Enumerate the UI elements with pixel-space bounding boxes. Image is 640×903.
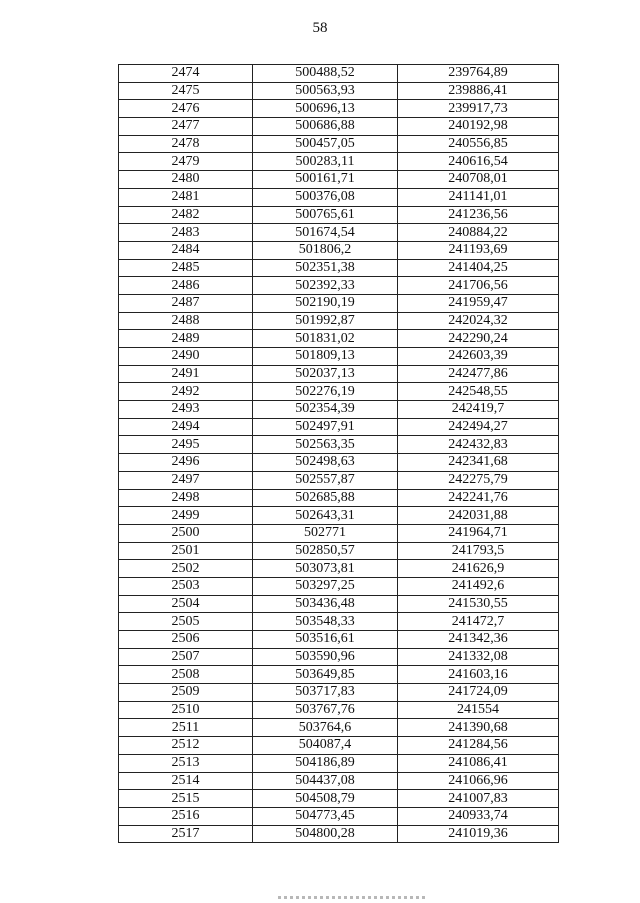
table-row — [119, 684, 559, 702]
table-row — [119, 135, 559, 153]
x-coordinate-cell: 502563,35 — [253, 436, 398, 454]
point-number-cell: 2496 — [119, 454, 253, 472]
x-coordinate-cell: 503767,76 — [253, 701, 398, 719]
table-row — [119, 330, 559, 348]
y-coordinate-cell: 241007,83 — [398, 790, 559, 808]
x-coordinate-cell: 503297,25 — [253, 577, 398, 595]
y-coordinate-cell: 239917,73 — [398, 100, 559, 118]
point-number-cell: 2493 — [119, 401, 253, 419]
point-number-cell: 2511 — [119, 719, 253, 737]
x-coordinate-cell: 503649,85 — [253, 666, 398, 684]
x-coordinate-cell: 504087,4 — [253, 737, 398, 755]
table-row — [119, 348, 559, 366]
table-row — [119, 294, 559, 312]
y-coordinate-cell: 241530,55 — [398, 595, 559, 613]
x-coordinate-cell: 500765,61 — [253, 206, 398, 224]
x-coordinate-cell: 500457,05 — [253, 135, 398, 153]
table-row — [119, 401, 559, 419]
x-coordinate-cell: 502190,19 — [253, 294, 398, 312]
x-coordinate-cell: 502557,87 — [253, 471, 398, 489]
table-row — [119, 666, 559, 684]
scan-artifact-mark — [278, 896, 426, 899]
point-number-cell: 2516 — [119, 807, 253, 825]
point-number-cell: 2502 — [119, 560, 253, 578]
x-coordinate-cell: 501809,13 — [253, 348, 398, 366]
table-row — [119, 595, 559, 613]
table-row — [119, 188, 559, 206]
table-row — [119, 754, 559, 772]
y-coordinate-cell: 242548,55 — [398, 383, 559, 401]
point-number-cell: 2494 — [119, 418, 253, 436]
y-coordinate-cell: 241141,01 — [398, 188, 559, 206]
x-coordinate-cell: 501806,2 — [253, 241, 398, 259]
y-coordinate-cell: 242241,76 — [398, 489, 559, 507]
y-coordinate-cell: 239764,89 — [398, 65, 559, 83]
x-coordinate-cell: 501674,54 — [253, 224, 398, 242]
point-number-cell: 2479 — [119, 153, 253, 171]
point-number-cell: 2506 — [119, 631, 253, 649]
x-coordinate-cell: 502643,31 — [253, 507, 398, 525]
y-coordinate-cell: 240192,98 — [398, 118, 559, 136]
point-number-cell: 2507 — [119, 648, 253, 666]
table-row — [119, 365, 559, 383]
point-number-cell: 2500 — [119, 524, 253, 542]
page-number: 58 — [312, 20, 328, 36]
table-row — [119, 790, 559, 808]
y-coordinate-cell: 241404,25 — [398, 259, 559, 277]
table-row — [119, 312, 559, 330]
point-number-cell: 2492 — [119, 383, 253, 401]
point-number-cell: 2480 — [119, 171, 253, 189]
point-number-cell: 2491 — [119, 365, 253, 383]
table-row — [119, 383, 559, 401]
x-coordinate-cell: 503717,83 — [253, 684, 398, 702]
table-row — [119, 471, 559, 489]
y-coordinate-cell: 241492,6 — [398, 577, 559, 595]
table-row — [119, 772, 559, 790]
point-number-cell: 2483 — [119, 224, 253, 242]
point-number-cell: 2501 — [119, 542, 253, 560]
point-number-cell: 2505 — [119, 613, 253, 631]
y-coordinate-cell: 241193,69 — [398, 241, 559, 259]
y-coordinate-cell: 242419,7 — [398, 401, 559, 419]
table-row — [119, 241, 559, 259]
x-coordinate-cell: 502771 — [253, 524, 398, 542]
point-number-cell: 2498 — [119, 489, 253, 507]
table-row — [119, 613, 559, 631]
point-number-cell: 2488 — [119, 312, 253, 330]
table-row — [119, 524, 559, 542]
table-row — [119, 560, 559, 578]
table-row — [119, 418, 559, 436]
x-coordinate-cell: 501992,87 — [253, 312, 398, 330]
point-number-cell: 2512 — [119, 737, 253, 755]
x-coordinate-cell: 504437,08 — [253, 772, 398, 790]
coordinates-table-body — [119, 65, 559, 843]
x-coordinate-cell: 500376,08 — [253, 188, 398, 206]
x-coordinate-cell: 501831,02 — [253, 330, 398, 348]
point-number-cell: 2510 — [119, 701, 253, 719]
table-row — [119, 206, 559, 224]
x-coordinate-cell: 502498,63 — [253, 454, 398, 472]
x-coordinate-cell: 504773,45 — [253, 807, 398, 825]
x-coordinate-cell: 503516,61 — [253, 631, 398, 649]
point-number-cell: 2503 — [119, 577, 253, 595]
point-number-cell: 2499 — [119, 507, 253, 525]
table-row — [119, 277, 559, 295]
x-coordinate-cell: 503073,81 — [253, 560, 398, 578]
table-row — [119, 701, 559, 719]
x-coordinate-cell: 502276,19 — [253, 383, 398, 401]
table-row — [119, 82, 559, 100]
x-coordinate-cell: 503764,6 — [253, 719, 398, 737]
y-coordinate-cell: 242494,27 — [398, 418, 559, 436]
table-row — [119, 719, 559, 737]
table-row — [119, 153, 559, 171]
x-coordinate-cell: 500686,88 — [253, 118, 398, 136]
point-number-cell: 2474 — [119, 65, 253, 83]
point-number-cell: 2508 — [119, 666, 253, 684]
x-coordinate-cell: 502685,88 — [253, 489, 398, 507]
x-coordinate-cell: 500488,52 — [253, 65, 398, 83]
x-coordinate-cell: 502037,13 — [253, 365, 398, 383]
point-number-cell: 2487 — [119, 294, 253, 312]
y-coordinate-cell: 242290,24 — [398, 330, 559, 348]
point-number-cell: 2486 — [119, 277, 253, 295]
x-coordinate-cell: 503436,48 — [253, 595, 398, 613]
x-coordinate-cell: 502850,57 — [253, 542, 398, 560]
table-row — [119, 118, 559, 136]
x-coordinate-cell: 503548,33 — [253, 613, 398, 631]
point-number-cell: 2478 — [119, 135, 253, 153]
table-row — [119, 100, 559, 118]
y-coordinate-cell: 241332,08 — [398, 648, 559, 666]
x-coordinate-cell: 503590,96 — [253, 648, 398, 666]
point-number-cell: 2476 — [119, 100, 253, 118]
point-number-cell: 2497 — [119, 471, 253, 489]
y-coordinate-cell: 241472,7 — [398, 613, 559, 631]
point-number-cell: 2489 — [119, 330, 253, 348]
y-coordinate-cell: 242477,86 — [398, 365, 559, 383]
table-row — [119, 825, 559, 843]
x-coordinate-cell: 502354,39 — [253, 401, 398, 419]
point-number-cell: 2482 — [119, 206, 253, 224]
y-coordinate-cell: 240708,01 — [398, 171, 559, 189]
point-number-cell: 2485 — [119, 259, 253, 277]
x-coordinate-cell: 500696,13 — [253, 100, 398, 118]
x-coordinate-cell: 504186,89 — [253, 754, 398, 772]
y-coordinate-cell: 241626,9 — [398, 560, 559, 578]
y-coordinate-cell: 241603,16 — [398, 666, 559, 684]
point-number-cell: 2515 — [119, 790, 253, 808]
y-coordinate-cell: 241284,56 — [398, 737, 559, 755]
x-coordinate-cell: 502351,38 — [253, 259, 398, 277]
table-row — [119, 489, 559, 507]
point-number-cell: 2509 — [119, 684, 253, 702]
table-row — [119, 737, 559, 755]
x-coordinate-cell: 500283,11 — [253, 153, 398, 171]
y-coordinate-cell: 241724,09 — [398, 684, 559, 702]
y-coordinate-cell: 241236,56 — [398, 206, 559, 224]
table-row — [119, 259, 559, 277]
y-coordinate-cell: 242031,88 — [398, 507, 559, 525]
y-coordinate-cell: 242275,79 — [398, 471, 559, 489]
table-row — [119, 507, 559, 525]
x-coordinate-cell: 500161,71 — [253, 171, 398, 189]
y-coordinate-cell: 241086,41 — [398, 754, 559, 772]
point-number-cell: 2514 — [119, 772, 253, 790]
y-coordinate-cell: 240884,22 — [398, 224, 559, 242]
y-coordinate-cell: 240933,74 — [398, 807, 559, 825]
table-row — [119, 648, 559, 666]
x-coordinate-cell: 504508,79 — [253, 790, 398, 808]
y-coordinate-cell: 241390,68 — [398, 719, 559, 737]
table-row — [119, 436, 559, 454]
table-row — [119, 454, 559, 472]
y-coordinate-cell: 241554 — [398, 701, 559, 719]
y-coordinate-cell: 241964,71 — [398, 524, 559, 542]
coordinates-table — [118, 64, 559, 843]
y-coordinate-cell: 242024,32 — [398, 312, 559, 330]
x-coordinate-cell: 500563,93 — [253, 82, 398, 100]
table-row — [119, 807, 559, 825]
y-coordinate-cell: 241959,47 — [398, 294, 559, 312]
point-number-cell: 2490 — [119, 348, 253, 366]
point-number-cell: 2475 — [119, 82, 253, 100]
table-row — [119, 577, 559, 595]
y-coordinate-cell: 242432,83 — [398, 436, 559, 454]
table-row — [119, 65, 559, 83]
table-row — [119, 171, 559, 189]
y-coordinate-cell: 241793,5 — [398, 542, 559, 560]
point-number-cell: 2484 — [119, 241, 253, 259]
point-number-cell: 2481 — [119, 188, 253, 206]
point-number-cell: 2517 — [119, 825, 253, 843]
x-coordinate-cell: 502392,33 — [253, 277, 398, 295]
y-coordinate-cell: 240616,54 — [398, 153, 559, 171]
y-coordinate-cell: 240556,85 — [398, 135, 559, 153]
y-coordinate-cell: 241019,36 — [398, 825, 559, 843]
x-coordinate-cell: 504800,28 — [253, 825, 398, 843]
y-coordinate-cell: 239886,41 — [398, 82, 559, 100]
point-number-cell: 2513 — [119, 754, 253, 772]
y-coordinate-cell: 242341,68 — [398, 454, 559, 472]
y-coordinate-cell: 242603,39 — [398, 348, 559, 366]
point-number-cell: 2477 — [119, 118, 253, 136]
y-coordinate-cell: 241706,56 — [398, 277, 559, 295]
table-row — [119, 224, 559, 242]
table-row — [119, 631, 559, 649]
table-row — [119, 542, 559, 560]
point-number-cell: 2504 — [119, 595, 253, 613]
y-coordinate-cell: 241066,96 — [398, 772, 559, 790]
y-coordinate-cell: 241342,36 — [398, 631, 559, 649]
x-coordinate-cell: 502497,91 — [253, 418, 398, 436]
point-number-cell: 2495 — [119, 436, 253, 454]
